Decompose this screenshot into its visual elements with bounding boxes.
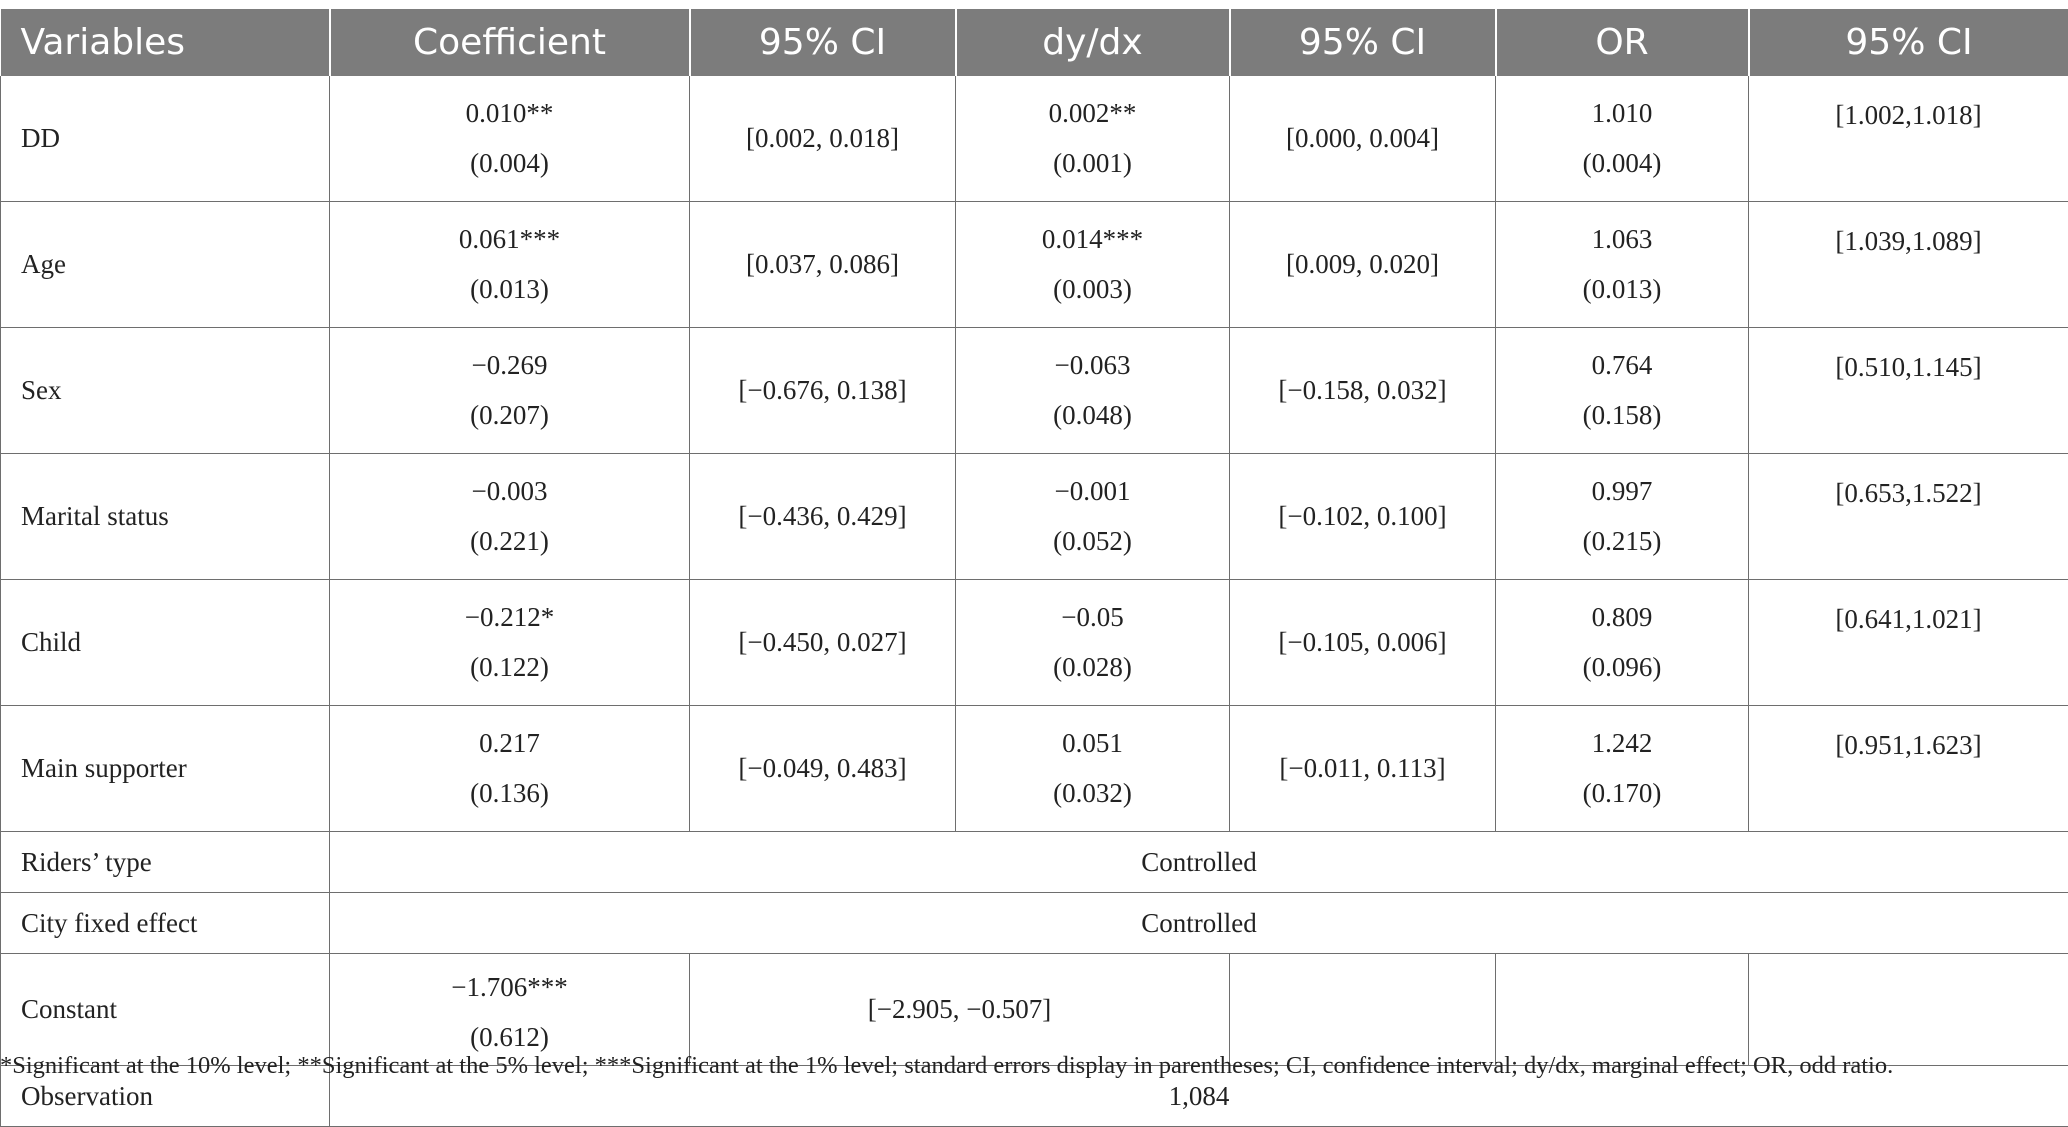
ci-coefficient-cell: [−0.450, 0.027] [690,580,956,706]
coefficient-cell [330,76,690,202]
table-header [1,9,2068,76]
table-body [1,76,2068,1127]
row-label: Main supporter [1,706,330,832]
ci-or-cell: [0.510,1.145] [1749,328,2068,454]
row-label: Sex [1,328,330,454]
dydx-se: (0.048) [956,390,1229,440]
constant-coefficient-se: (0.612) [330,1012,689,1062]
or-cell [1496,328,1749,454]
table-row-city-fixed-effect [1,893,2068,954]
dydx-value: −0.063 [956,340,1229,390]
or-value: 1.063 [1496,214,1748,264]
dydx-cell [956,328,1230,454]
constant-coefficient-value: −1.706*** [330,962,689,1012]
row-label: Marital status [1,454,330,580]
ci-coefficient-cell: [−0.049, 0.483] [690,706,956,832]
dydx-value: 0.051 [956,718,1229,768]
coefficient-se: (0.122) [330,642,689,692]
table-row-child [1,580,2068,706]
dydx-cell [956,202,1230,328]
or-cell [1496,454,1749,580]
or-se: (0.004) [1496,138,1748,188]
row-label: Child [1,580,330,706]
row-label: DD [1,76,330,202]
or-se: (0.170) [1496,768,1748,818]
dydx-value: 0.002** [956,88,1229,138]
coefficient-se: (0.221) [330,516,689,566]
header-dydx: dy/dx [956,9,1230,76]
table-row-main-supporter [1,706,2068,832]
row-label: Observation [1,1066,330,1127]
or-value: 0.809 [1496,592,1748,642]
empty-cell [1496,954,1749,1066]
row-label: Age [1,202,330,328]
table-row-constant [1,954,2068,1066]
dydx-cell [956,76,1230,202]
header-ci-or: 95% CI [1749,9,2068,76]
coefficient-value: −0.003 [330,466,689,516]
header-ci-coefficient: 95% CI [690,9,956,76]
ci-or-cell: [1.002,1.018] [1749,76,2068,202]
ci-or-cell: [0.951,1.623] [1749,706,2068,832]
empty-cell [1749,954,2068,1066]
table-row-age [1,202,2068,328]
dydx-se: (0.028) [956,642,1229,692]
coefficient-cell [330,328,690,454]
ci-dydx-cell: [0.009, 0.020] [1230,202,1496,328]
header-row [1,9,2068,76]
dydx-value: 0.014*** [956,214,1229,264]
dydx-value: −0.001 [956,466,1229,516]
coefficient-cell [330,580,690,706]
ci-coefficient-cell: [0.037, 0.086] [690,202,956,328]
header-ci-dydx: 95% CI [1230,9,1496,76]
ci-coefficient-cell: [−0.676, 0.138] [690,328,956,454]
or-se: (0.215) [1496,516,1748,566]
coefficient-se: (0.004) [330,138,689,188]
ci-dydx-cell: [0.000, 0.004] [1230,76,1496,202]
constant-ci-cell: [−2.905, −0.507] [690,954,1230,1066]
coefficient-value: 0.010** [330,88,689,138]
coefficient-se: (0.207) [330,390,689,440]
coefficient-se: (0.136) [330,768,689,818]
ci-dydx-cell: [−0.105, 0.006] [1230,580,1496,706]
table-row-sex [1,328,2068,454]
or-se: (0.013) [1496,264,1748,314]
or-cell [1496,76,1749,202]
ci-or-cell: [1.039,1.089] [1749,202,2068,328]
city-fixed-effect-value: Controlled [330,893,2068,954]
ci-coefficient-cell: [0.002, 0.018] [690,76,956,202]
observation-value: 1,084 [330,1066,2068,1127]
or-cell [1496,202,1749,328]
table-row-riders-type [1,832,2068,893]
coefficient-value: 0.217 [330,718,689,768]
coefficient-cell [330,706,690,832]
table-row-marital-status [1,454,2068,580]
riders-type-value: Controlled [330,832,2068,893]
coefficient-value: 0.061*** [330,214,689,264]
or-value: 0.997 [1496,466,1748,516]
coefficient-value: −0.269 [330,340,689,390]
or-value: 1.010 [1496,88,1748,138]
coefficient-se: (0.013) [330,264,689,314]
dydx-cell [956,580,1230,706]
ci-or-cell: [0.641,1.021] [1749,580,2068,706]
dydx-cell [956,706,1230,832]
ci-or-cell: [0.653,1.522] [1749,454,2068,580]
regression-table [0,9,2068,1127]
row-label: Riders’ type [1,832,330,893]
or-se: (0.096) [1496,642,1748,692]
regression-table-wrapper [0,9,2068,1127]
table-row-dd [1,76,2068,202]
coefficient-value: −0.212* [330,592,689,642]
dydx-se: (0.001) [956,138,1229,188]
coefficient-cell [330,202,690,328]
empty-cell [1230,954,1496,1066]
header-variables: Variables [1,9,330,76]
or-value: 1.242 [1496,718,1748,768]
ci-dydx-cell: [−0.102, 0.100] [1230,454,1496,580]
dydx-cell [956,454,1230,580]
dydx-se: (0.052) [956,516,1229,566]
row-label: City fixed effect [1,893,330,954]
constant-coefficient-cell [330,954,690,1066]
header-or: OR [1496,9,1749,76]
dydx-se: (0.003) [956,264,1229,314]
table-footnote: *Significant at the 10% level; **Significant at the 5% level; ***Significant at the 1% level; standard errors display in parentheses; CI, confidence interval; dy/dx, marginal effect; OR, odd ratio. [0,1052,2068,1080]
dydx-value: −0.05 [956,592,1229,642]
coefficient-cell [330,454,690,580]
dydx-se: (0.032) [956,768,1229,818]
or-cell [1496,580,1749,706]
ci-dydx-cell: [−0.011, 0.113] [1230,706,1496,832]
or-se: (0.158) [1496,390,1748,440]
row-label: Constant [1,954,330,1066]
header-coefficient: Coefficient [330,9,690,76]
or-cell [1496,706,1749,832]
or-value: 0.764 [1496,340,1748,390]
ci-dydx-cell: [−0.158, 0.032] [1230,328,1496,454]
ci-coefficient-cell: [−0.436, 0.429] [690,454,956,580]
